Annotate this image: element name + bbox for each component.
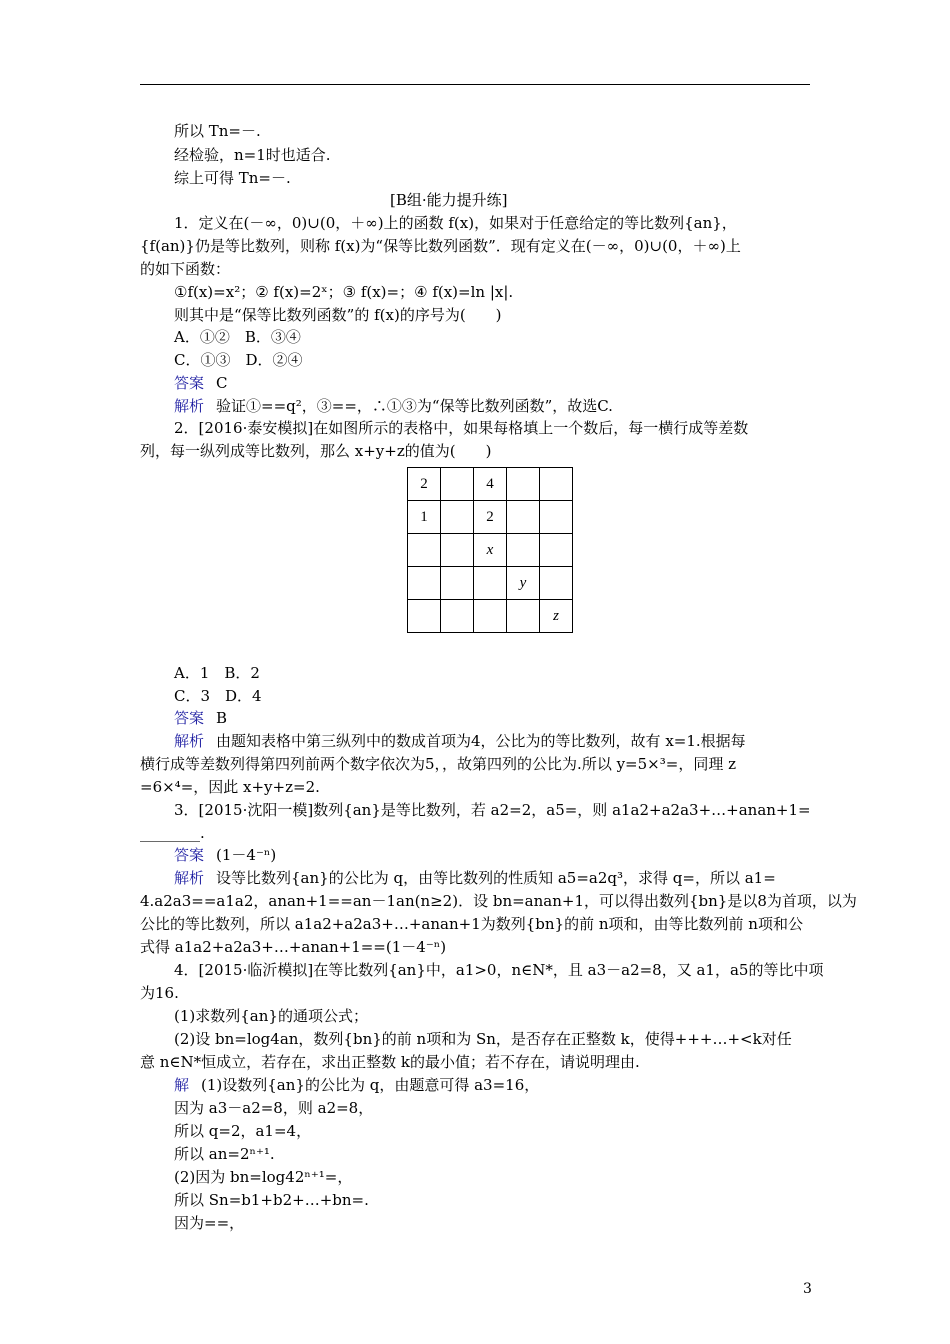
analysis-text: 由题知表格中第三纵列中的数成首项为4，公比为的等比数列，故有 x=1.根据每 [216, 732, 746, 750]
analysis-text: 验证①==q²，③==，∴①③为“保等比数列函数”，故选C. [216, 397, 613, 415]
grid-cell [540, 468, 573, 501]
page-number: 3 [803, 1281, 812, 1297]
solution-text: (1)设数列{an}的公比为 q，由题意可得 a3=16， [201, 1076, 540, 1094]
answer-value: B [216, 709, 228, 727]
number-grid [407, 467, 573, 633]
grid-cell [408, 600, 441, 633]
question-3: 3．[2015·沈阳一模]数列{an}是等比数列，若 a2=2，a5=，则 a1a2+a2a3+…+anan+1= [174, 801, 811, 819]
answer-line [174, 373, 228, 394]
text-line: ①f(x)=x²；② f(x)=2ˣ；③ f(x)=；④ f(x)=ln |x|. [174, 283, 514, 301]
answer-line [174, 708, 227, 729]
text-line: 经检验，n=1时也适合. [174, 146, 331, 164]
grid-cell [441, 534, 474, 567]
text-line: 4.a2a3==a1a2，anan+1==an－1an(n≥2)．设 bn=anan+1，可以得出数列{bn}是以8为首项，以为 [140, 892, 857, 910]
text-line: (2)设 bn=log4an，数列{bn}的前 n项和为 Sn，是否存在正整数 k，使得+++…+<k对任 [174, 1030, 792, 1048]
text-line: 横行成等差数列得第四列前两个数字依次为5，，故第四列的公比为.所以 y=5×³=，同理 z [140, 755, 736, 773]
grid-cell: z [540, 600, 573, 633]
grid-cell [408, 534, 441, 567]
grid-cell [408, 567, 441, 600]
grid-cell [540, 501, 573, 534]
text-line: 所以 Tn=－. [174, 122, 261, 140]
grid-cell [507, 534, 540, 567]
grid-cell: 4 [474, 468, 507, 501]
solution-line [174, 1075, 539, 1096]
text-line: 所以 an=2ⁿ⁺¹. [174, 1145, 275, 1163]
text-line: 式得 a1a2+a2a3+…+anan+1==(1－4⁻ⁿ) [140, 938, 447, 956]
analysis-text: 设等比数列{an}的公比为 q，由等比数列的性质知 a5=a2q³，求得 q=，所以 a1= [216, 869, 776, 887]
answer-label: 答案 [174, 374, 205, 392]
choice-line: A．①② B．③④ [174, 328, 301, 346]
grid-cell: 2 [474, 501, 507, 534]
header-rule [140, 84, 810, 85]
text-line: 所以 q=2，a1=4， [174, 1122, 312, 1140]
text-line: 因为 a3－a2=8，则 a2=8， [174, 1099, 374, 1117]
text-line: {f(an)}仍是等比数列，则称 f(x)为“保等比数列函数”．现有定义在(－∞，0)∪(0，＋∞)上 [140, 237, 741, 255]
grid-cell [441, 567, 474, 600]
grid-cell [540, 534, 573, 567]
analysis-line [174, 731, 746, 752]
text-line: 因为==， [174, 1214, 245, 1232]
text-line: 所以 Sn=b1+b2+…+bn=. [174, 1191, 369, 1209]
grid-cell [441, 600, 474, 633]
grid-cell: 2 [408, 468, 441, 501]
text-line: 综上可得 Tn=－. [174, 169, 291, 187]
grid-cell: x [474, 534, 507, 567]
grid-cell: y [507, 567, 540, 600]
solution-label: 解 [174, 1076, 190, 1094]
answer-value: C [216, 374, 228, 392]
text-line: 意 n∈N*恒成立，若存在，求出正整数 k的最小值；若不存在，请说明理由. [140, 1053, 640, 1071]
answer-value: (1－4⁻ⁿ) [216, 846, 277, 864]
grid-cell [540, 567, 573, 600]
question-4: 4．[2015·临沂模拟]在等比数列{an}中，a1>0，n∈N*，且 a3－a2=8，又 a1，a5的等比中项 [174, 961, 824, 979]
answer-line [174, 845, 276, 866]
text-line: 公比的等比数列，所以 a1a2+a2a3+…+anan+1为数列{bn}的前 n项和，由等比数列前 n项和公 [140, 915, 803, 933]
grid-cell [507, 501, 540, 534]
question-2: 2．[2016·泰安模拟]在如图所示的表格中，如果每格填上一个数后，每一横行成等差数 [174, 419, 749, 437]
grid-cell [507, 468, 540, 501]
grid-cell [441, 468, 474, 501]
grid-cell [441, 501, 474, 534]
blank-line: ________. [140, 824, 205, 842]
analysis-label: 解析 [174, 732, 205, 750]
choice-line: A．1 B．2 [174, 664, 260, 682]
text-line: =6×⁴=，因此 x+y+z=2. [140, 778, 320, 796]
grid-cell [507, 600, 540, 633]
analysis-line [174, 868, 776, 889]
answer-label: 答案 [174, 846, 205, 864]
grid-cell [474, 567, 507, 600]
analysis-label: 解析 [174, 397, 205, 415]
text-line: 为16. [140, 984, 179, 1002]
text-line: (2)因为 bn=log42ⁿ⁺¹=， [174, 1168, 353, 1186]
grid-cell [474, 600, 507, 633]
text-line: 的如下函数： [140, 260, 231, 278]
text-line: (1)求数列{an}的通项公式； [174, 1007, 368, 1025]
grid-cell: 1 [408, 501, 441, 534]
choice-line: C．3 D．4 [174, 687, 262, 705]
question-1: 1．定义在(－∞，0)∪(0，＋∞)上的函数 f(x)，如果对于任意给定的等比数列{an}， [174, 214, 737, 232]
answer-label: 答案 [174, 709, 205, 727]
analysis-line [174, 396, 613, 417]
choice-line: C．①③ D．②④ [174, 351, 303, 369]
text-line: 列，每一纵列成等比数列，那么 x+y+z的值为( ) [140, 442, 492, 460]
section-heading: [B组·能力提升练] [390, 191, 508, 209]
text-line: 则其中是“保等比数列函数”的 f(x)的序号为( ) [174, 306, 502, 324]
analysis-label: 解析 [174, 869, 205, 887]
